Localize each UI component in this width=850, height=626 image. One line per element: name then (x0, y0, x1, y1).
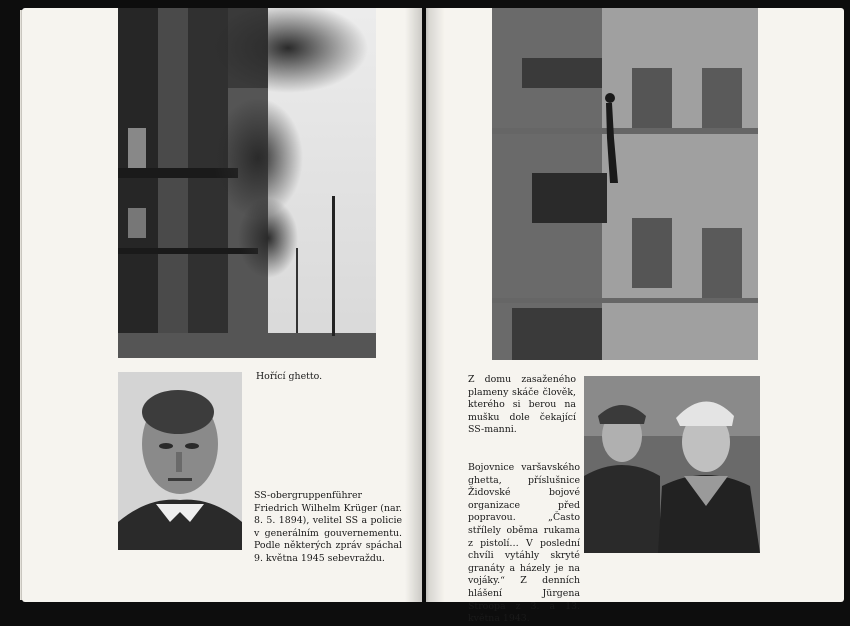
kruger-portrait-photo (118, 372, 242, 550)
caption-kruger (254, 490, 402, 566)
women-fighters-photo (584, 376, 760, 553)
book-gutter (405, 8, 445, 602)
burning-ghetto-photo (118, 8, 376, 358)
falling-man-photo (492, 8, 758, 360)
caption-burning-ghetto: Hořící ghetto. (256, 371, 323, 382)
caption-women-fighters (468, 462, 580, 626)
caption-kruger-text: SS-obergruppenführer Friedrich Wilhelm Krüger (nar. 8. 5. 1894), velitel SS a policie v generálním gouvernementu. Podle některých zpráv spáchal 9. května 1945 sebevraždu. (254, 490, 402, 564)
caption-falling-man: Z domu zasaženého plameny skáče člověk, kterého si berou na mušku dole čekající SS-manni. (468, 374, 576, 436)
caption-women-fighters-text: Bojovnice varšavského ghetta, příslušnice Židovské bojové organizace před popravou. „Často střílely oběma rukama z pistolí… V poslední chvíli vytáhly skryté granáty a házely je na vojáky.“ Z denních hlášení Jürgena Stroopa z 3. a 13. května 1943. (468, 462, 580, 625)
